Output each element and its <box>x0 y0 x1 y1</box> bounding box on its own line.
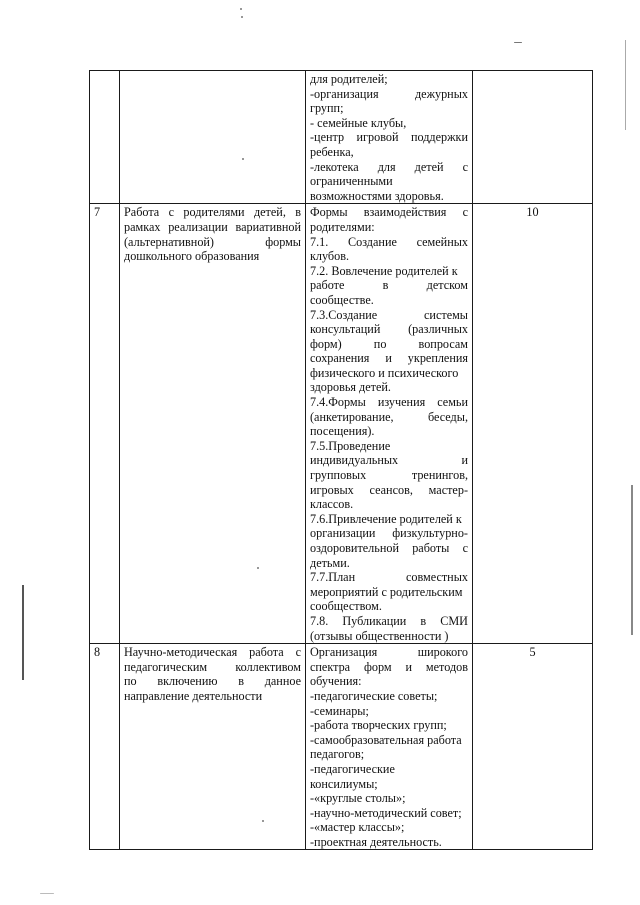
scan-mark <box>625 40 626 130</box>
text-line: -семинары; <box>310 703 369 718</box>
text-line: -«круглые столы»; <box>310 791 406 806</box>
activity-cell <box>120 71 306 204</box>
forms-cell <box>306 644 473 850</box>
text-line: физического и психического <box>310 365 459 380</box>
text-line: спектра форм и методов <box>310 659 468 674</box>
scan-speck <box>262 820 264 822</box>
scan-speck <box>242 158 244 160</box>
text-line: групповых тренингов, <box>310 468 468 483</box>
text-line: направление деятельности <box>124 688 263 703</box>
text-line: оздоровительной работы с <box>310 541 468 555</box>
text-line: ребенка, <box>310 144 354 159</box>
text-line: форм) по вопросам <box>310 336 468 351</box>
text-line: Научно-методическая работа с <box>124 645 301 660</box>
text-line: сообществом. <box>310 599 382 614</box>
text-line: Работа с родителями детей, в <box>124 205 301 220</box>
text-line: сообществе. <box>310 292 374 307</box>
text-line: дошкольного образования <box>124 249 260 264</box>
text-line: (анкетирование, беседы, <box>310 409 468 424</box>
text-line: работе в детском <box>310 278 468 293</box>
forms-cell <box>306 71 473 204</box>
text-line: 7.5.Проведение <box>310 438 391 453</box>
row-number <box>90 71 120 204</box>
text-line: (альтернативной) формы <box>124 234 301 249</box>
points-cell <box>473 71 593 204</box>
scan-speck <box>240 8 242 10</box>
points-cell: 10 <box>473 204 593 644</box>
text-line: игровых сеансов, мастер- <box>310 482 468 497</box>
scan-speck <box>241 16 243 18</box>
text-line: -центр игровой поддержки <box>310 130 468 145</box>
text-line: классов. <box>310 497 354 512</box>
text-line: -проектная деятельность. <box>310 834 442 849</box>
text-line: 7.1. Создание семейных <box>310 234 468 249</box>
text-line: - семейные клубы, <box>310 115 407 130</box>
text-line: (отзывы общественности ) <box>310 628 449 643</box>
text-line: сохранения и укрепления <box>310 351 468 366</box>
text-line: организации физкультурно- <box>310 526 468 541</box>
text-line: 7.8. Публикации в СМИ <box>310 613 468 628</box>
scan-speck <box>514 42 522 43</box>
text-line: групп; <box>310 101 344 116</box>
text-line: ограниченными <box>310 174 393 189</box>
forms-cell <box>306 204 473 644</box>
text-line: 7.7.План совместных <box>310 570 468 585</box>
text-line: индивидуальных и <box>310 453 468 468</box>
text-line: -самообразовательная работа <box>310 732 462 747</box>
text-line: 7.6.Привлечение родителей к <box>310 511 462 526</box>
criteria-table <box>89 70 593 850</box>
text-line: обучения: <box>310 674 362 689</box>
points-cell: 5 <box>473 644 593 850</box>
text-line: рамках реализации вариативной <box>124 219 301 234</box>
table-row <box>90 644 593 850</box>
table-row <box>90 204 593 644</box>
scan-speck <box>257 567 259 569</box>
text-line: -педагогические советы; <box>310 688 438 703</box>
text-line: посещения). <box>310 424 375 439</box>
text-line: 7.2. Вовлечение родителей к <box>310 263 458 278</box>
text-line: мероприятий с родительским <box>310 584 463 599</box>
text-line: консультаций (различных <box>310 322 468 337</box>
text-line: -«мастер классы»; <box>310 820 405 835</box>
text-line: возможностями здоровья. <box>310 188 444 203</box>
row-number: 8 <box>90 644 120 850</box>
text-line: -работа творческих групп; <box>310 718 447 733</box>
text-line: по включению в данное <box>124 674 301 689</box>
scan-speck <box>40 893 54 894</box>
scan-mark <box>22 585 24 680</box>
text-line: Организация широкого <box>310 645 468 660</box>
table-row <box>90 71 593 204</box>
text-line: детьми. <box>310 555 350 570</box>
text-line: Формы взаимодействия с <box>310 205 468 220</box>
text-line: клубов. <box>310 249 350 264</box>
scan-mark <box>631 485 633 635</box>
activity-cell <box>120 644 306 850</box>
text-line: 7.3.Создание системы <box>310 307 468 322</box>
text-line: здоровья детей. <box>310 380 391 395</box>
text-line: консилиумы; <box>310 776 378 791</box>
row-number: 7 <box>90 204 120 644</box>
text-line: родителями: <box>310 219 375 234</box>
text-line: для родителей; <box>310 72 388 86</box>
activity-cell <box>120 204 306 644</box>
text-line: -организация дежурных <box>310 86 468 101</box>
text-line: -педагогические <box>310 761 395 776</box>
text-line: педагогов; <box>310 747 365 762</box>
text-line: -лекотека для детей с <box>310 159 468 174</box>
text-line: 7.4.Формы изучения семьи <box>310 395 468 410</box>
text-line: педагогическим коллективом <box>124 659 301 674</box>
text-line: -научно-методический совет; <box>310 805 462 820</box>
